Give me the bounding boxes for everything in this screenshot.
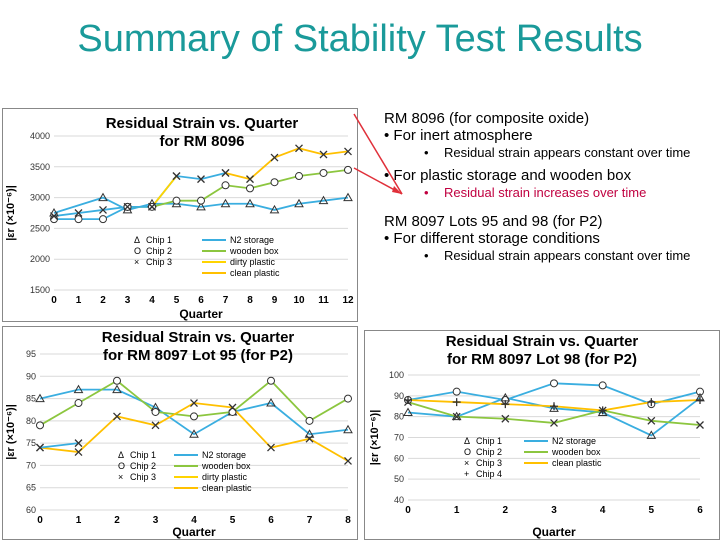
chart-rm8097-lot95 [2,326,358,540]
legend-marker-label: Chip 3 [130,472,157,482]
x-tick-label: 5 [229,515,236,526]
legend-line-label: N2 storage [230,235,275,245]
data-point [37,422,44,429]
data-point [345,395,352,402]
x-tick-label: 0 [37,515,43,526]
y-tick-label: 60 [25,505,36,515]
legend-marker-symbol: O [118,461,126,471]
notes-sub-inert: • Residual strain appears constant over time [384,144,720,161]
x-tick-label: 6 [268,515,274,526]
y-tick-label: 2000 [29,254,50,265]
y-axis-label: |εr (×10⁻⁶)| [5,185,17,241]
x-tick-label: 4 [149,295,155,306]
y-tick-label: 90 [25,371,36,382]
legend-marker-symbol: O [464,447,472,457]
x-tick-label: 4 [191,515,197,526]
chart-title: Residual Strain vs. Quarter [105,115,299,132]
legend-marker-symbol: × [118,472,124,482]
data-point [222,182,229,189]
chart-title: for RM 8097 Lot 95 (for P2) [102,347,294,364]
data-point [453,388,460,395]
notes-bullet-inert: • For inert atmosphere [384,127,720,144]
y-tick-label: 3000 [29,192,50,203]
chart-title: Residual Strain vs. Quarter [101,329,295,346]
x-tick-label: 8 [345,515,351,526]
legend-marker-label: Chip 3 [146,257,173,267]
legend-marker-label: Chip 1 [146,235,173,245]
legend-line-label: clean plastic [230,268,280,278]
y-tick-label: 2500 [29,223,50,234]
legend-line-label: wooden box [552,447,601,457]
y-axis-label: |εr (×10⁻⁶)| [5,404,17,460]
legend-line-label: dirty plastic [202,472,248,482]
y-tick-label: 1500 [29,285,50,295]
x-tick-label: 5 [173,295,180,306]
x-tick-label: 2 [502,505,509,516]
x-axis-label: Quarter [179,307,223,321]
chart-title: Residual Strain vs. Quarter [445,333,639,350]
data-point [114,377,121,384]
notes-heading-rm8097: RM 8097 Lots 95 and 98 (for P2) [384,213,603,230]
legend-line-label: wooden box [230,246,279,256]
y-tick-label: 3500 [29,161,50,172]
notes-panel [384,110,720,264]
legend-marker-label: Chip 3 [476,458,503,468]
x-tick-label: 7 [306,515,313,526]
data-point [247,185,254,192]
data-point [268,377,275,384]
legend-marker-symbol: Δ [134,235,141,245]
y-tick-label: 80 [25,415,36,426]
data-point [551,380,558,387]
notes-heading-rm8096: RM 8096 (for composite oxide) [384,110,590,127]
chart-title: for RM 8097 Lot 98 (for P2) [446,351,638,368]
legend-marker-symbol: × [134,257,140,267]
x-tick-label: 4 [599,505,606,516]
legend-marker-symbol: O [134,246,142,256]
legend-marker-label: Chip 1 [476,436,503,446]
legend-marker-symbol: × [464,458,470,468]
data-point [198,197,205,204]
data-point [173,197,180,204]
y-tick-label: 50 [393,474,404,485]
y-tick-label: 95 [25,349,36,359]
data-point [271,179,278,186]
x-tick-label: 6 [198,295,204,306]
y-tick-label: 70 [393,432,404,443]
x-tick-label: 10 [293,295,305,306]
legend-line-label: N2 storage [552,436,597,446]
x-tick-label: 3 [124,295,131,306]
legend-line-label: N2 storage [202,450,247,460]
notes-sub-plastic: • Residual strain increases over time [384,184,720,201]
y-tick-label: 100 [388,370,404,380]
x-tick-label: 1 [453,505,460,516]
x-tick-label: 5 [648,505,655,516]
legend-marker-label: Chip 4 [476,469,503,479]
y-axis-label: |εr (×10⁻⁶)| [369,409,381,466]
legend-marker-symbol: Δ [464,436,471,446]
y-tick-label: 75 [25,438,36,449]
data-point [75,216,82,223]
x-tick-label: 3 [152,515,159,526]
y-tick-label: 85 [25,393,36,404]
x-axis-label: Quarter [172,525,216,539]
data-point [152,408,159,415]
legend-marker-label: Chip 2 [476,447,503,457]
legend-marker-label: Chip 2 [130,461,157,471]
x-tick-label: 2 [100,295,106,306]
y-tick-label: 70 [25,460,36,471]
legend-marker-symbol: Δ [118,450,125,460]
x-tick-label: 1 [75,295,82,306]
x-tick-label: 2 [114,515,120,526]
x-tick-label: 11 [318,295,329,306]
y-tick-label: 40 [393,495,404,505]
notes-sub-storage: • Residual strain appears constant over time [384,247,720,264]
chart-title: for RM 8096 [159,133,245,150]
data-point [306,417,313,424]
data-point [75,400,82,407]
x-tick-label: 12 [342,295,354,306]
x-axis-label: Quarter [532,525,576,539]
legend-marker-label: Chip 1 [130,450,157,460]
notes-bullet-storage: • For different storage conditions [384,230,720,247]
x-tick-label: 6 [697,505,703,516]
x-tick-label: 0 [51,295,57,306]
y-tick-label: 60 [393,453,404,464]
chart-rm8096 [2,108,358,322]
data-point [100,216,107,223]
legend-marker-label: Chip 2 [146,246,173,256]
x-tick-label: 0 [405,505,411,516]
x-tick-label: 1 [75,515,82,526]
legend-line-label: wooden box [202,461,251,471]
x-tick-label: 7 [222,295,229,306]
data-point [296,173,303,180]
data-point [191,413,198,420]
x-tick-label: 9 [271,295,278,306]
legend-line-label: clean plastic [552,458,602,468]
legend-marker-symbol: + [464,469,470,479]
y-tick-label: 90 [393,390,404,401]
x-tick-label: 8 [247,295,253,306]
slide-title: Summary of Stability Test Results [77,18,643,60]
chart-rm8097-lot98 [364,330,720,540]
data-point [320,169,327,176]
legend-line-label: dirty plastic [230,257,276,267]
notes-bullet-plastic: • For plastic storage and wooden box [384,167,720,184]
x-tick-label: 3 [551,505,557,516]
y-tick-label: 65 [25,482,36,493]
data-point [599,382,606,389]
y-tick-label: 4000 [29,131,50,141]
legend-line-label: clean plastic [202,483,252,493]
y-tick-label: 80 [393,411,404,422]
